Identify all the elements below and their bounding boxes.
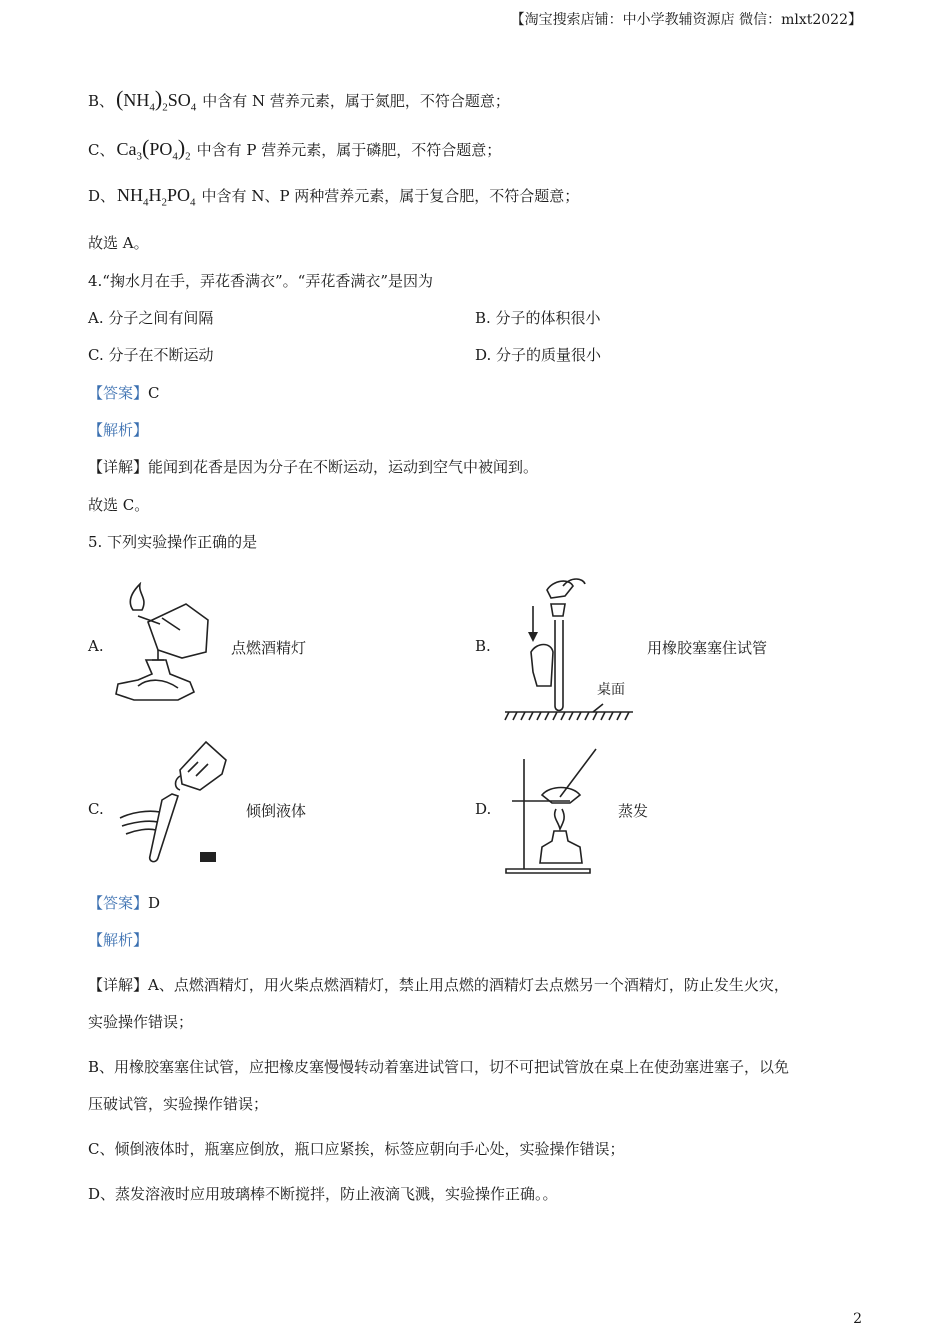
detail-text: A、点燃酒精灯，用火柴点燃酒精灯，禁止用点燃的酒精灯去点燃另一个酒精灯，防止发生火灾， — [148, 976, 789, 994]
detail-tag: 【详解】 — [88, 976, 149, 994]
q5-option-a-caption: 点燃酒精灯 — [231, 639, 307, 657]
q5-answer — [88, 892, 160, 913]
q5-detail-b-1: B、用橡胶塞塞住试管，应把橡皮塞慢慢转动着塞进试管口，切不可把试管放在桌上在使劲塞进塞子，以免 — [88, 1058, 790, 1076]
option-d-text: 中含有 N、P 两种营养元素，属于复合肥，不符合题意； — [201, 187, 580, 205]
q5-detail-a-1 — [88, 974, 789, 995]
answer-tag: 【答案】 — [88, 894, 149, 912]
table-label: 桌面 — [597, 682, 625, 698]
conclusion: 故选 A。 — [88, 234, 149, 252]
option-d-analysis — [88, 185, 579, 209]
formula-ammonium-sulfate: $(NH_4)_2SO_4$ — [116, 86, 197, 114]
q4-option-c: C. 分子在不断运动 — [88, 346, 214, 364]
lighting-alcohol-lamp-figure — [108, 582, 223, 712]
detail-tag: 【详解】 — [88, 458, 149, 476]
q5-detail-b-2: 压破试管，实验操作错误； — [88, 1095, 269, 1113]
q4-analysis-tag: 【解析】 — [88, 421, 149, 439]
tilted-lamp-icon — [148, 604, 208, 658]
detail-text: 能闻到花香是因为分子在不断运动，运动到空气中被闻到。 — [148, 458, 539, 476]
formula-ammonium-dihydrogen-phosphate: $NH_4H_2PO_4$ — [117, 185, 196, 209]
stopper-icon — [200, 852, 216, 862]
answer-tag: 【答案】 — [88, 384, 149, 402]
pouring-liquid-figure — [118, 740, 238, 870]
q5-option-b-caption: 用橡胶塞塞住试管 — [647, 639, 768, 657]
test-tube-icon — [555, 620, 563, 711]
test-tube-icon — [150, 794, 178, 862]
question-5-stem: 5. 下列实验操作正确的是 — [88, 533, 258, 551]
answer-value: C — [148, 384, 160, 402]
q4-option-b: B. 分子的体积很小 — [475, 309, 601, 327]
flame-icon — [555, 809, 565, 829]
option-c-analysis — [88, 135, 501, 163]
option-b-analysis — [88, 86, 510, 114]
rubber-stopper-icon — [551, 604, 565, 616]
page-number: 2 — [853, 1311, 862, 1327]
option-c-text: 中含有 P 营养元素，属于磷肥，不符合题意； — [196, 141, 502, 159]
option-b-text: 中含有 N 营养元素，属于氮肥，不符合题意； — [202, 92, 510, 110]
q5-detail-a-2: 实验操作错误； — [88, 1013, 194, 1031]
hand-icon — [547, 581, 573, 598]
q5-option-d-caption: 蒸发 — [618, 802, 649, 820]
question-4-stem: 4.“掬水月在手，弄花香满衣”。“弄花香满衣”是因为 — [88, 272, 433, 290]
q5-detail-c: C、倾倒液体时，瓶塞应倒放，瓶口应紧挨，标签应朝向手心处，实验操作错误； — [88, 1140, 625, 1158]
page-header: 【淘宝搜索店铺：中小学教辅资源店 微信：mlxt2022】 — [510, 12, 862, 28]
down-arrow-icon — [528, 632, 538, 642]
q5-detail-d: D、蒸发溶液时应用玻璃棒不断搅拌，防止液滴飞溅，实验操作正确。。 — [88, 1185, 558, 1203]
stand-base — [506, 869, 590, 873]
q5-option-c-caption: 倾倒液体 — [246, 802, 307, 820]
q4-answer — [88, 382, 160, 403]
q5-option-b-letter: B. — [475, 637, 491, 655]
option-prefix: D、 — [88, 187, 116, 205]
formula-calcium-phosphate: $Ca_3(PO_4)_2$ — [116, 135, 191, 163]
option-prefix: B、 — [88, 92, 115, 110]
holding-hand-icon — [531, 645, 553, 687]
stopper-test-tube-figure — [503, 576, 643, 724]
hand-icon — [120, 811, 160, 834]
q5-option-c-letter: C. — [88, 800, 104, 818]
q4-option-d: D. 分子的质量很小 — [475, 346, 602, 364]
alcohol-lamp-icon — [540, 831, 582, 863]
option-prefix: C、 — [88, 141, 115, 159]
q4-option-a: A. 分子之间有间隔 — [88, 309, 214, 327]
evaporation-setup-figure — [500, 745, 610, 877]
answer-value: D — [148, 894, 161, 912]
reagent-bottle-icon — [180, 742, 226, 790]
q4-conclusion: 故选 C。 — [88, 496, 150, 514]
q5-option-a-letter: A. — [88, 637, 104, 655]
flame-icon — [130, 584, 144, 610]
glass-rod-icon — [560, 749, 596, 797]
q5-option-d-letter: D. — [475, 800, 492, 818]
q4-detail — [88, 456, 538, 477]
q5-analysis-tag: 【解析】 — [88, 931, 149, 949]
